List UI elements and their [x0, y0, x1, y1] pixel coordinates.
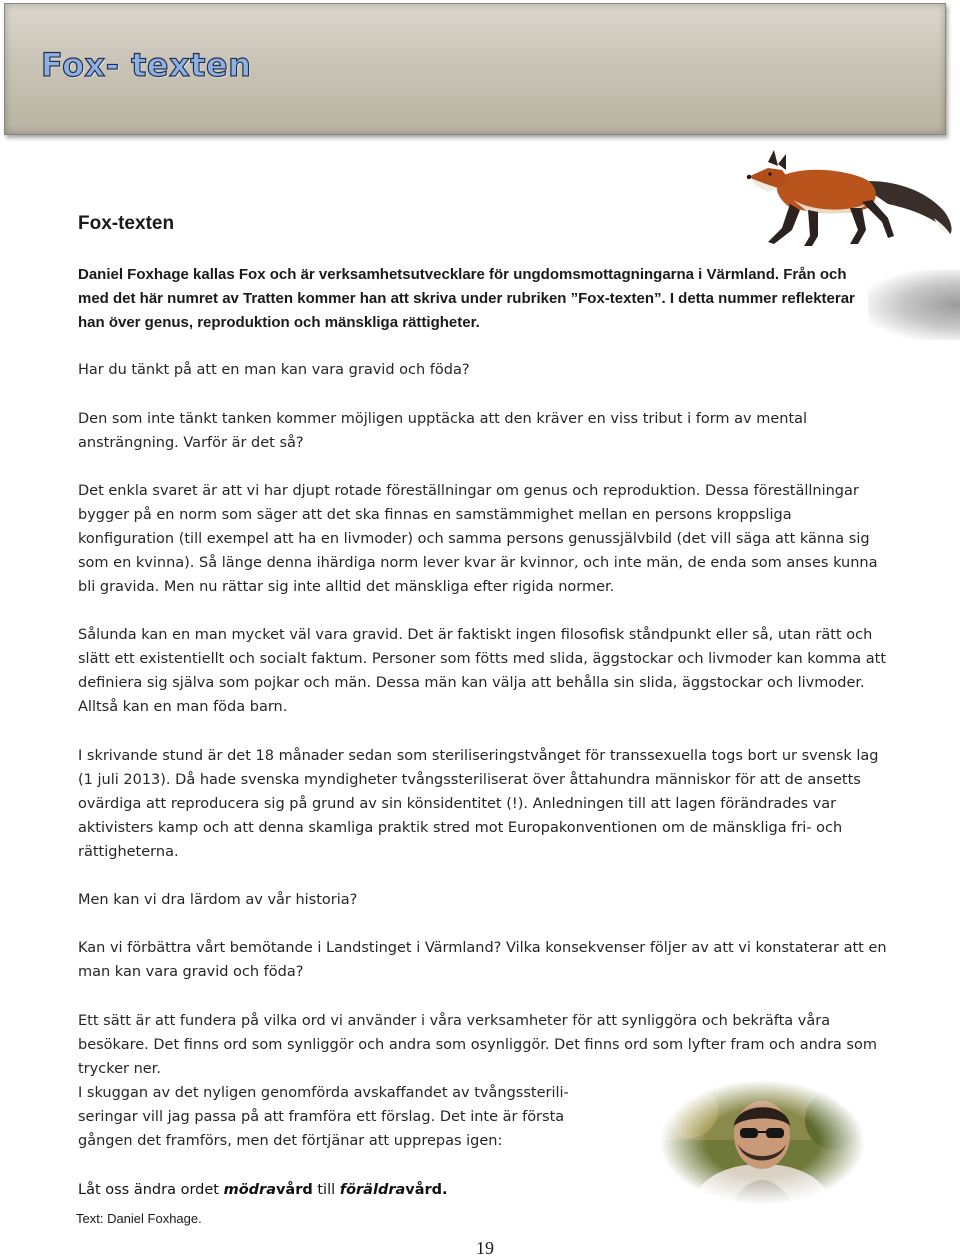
paragraph-4: Sålunda kan en man mycket väl vara gravid. Det är faktiskt ingen filosofisk ståndpunkt eller så, utan rätt och slätt ett existentiellt och socialt faktum. Personer som fötts med slida, äggstockar och livmoder kan komma att definiera sig själva som pojkar och män. Dessa män kan välja att behålla sin slida, äggstockar och livmoder. Alltså kan en man föda barn. — [78, 627, 887, 715]
paragraph-2: Den som inte tänkt tanken kommer möjligen upptäcka att den kräver en viss tribut i form av mental ansträngning. Varför är det så? — [78, 411, 808, 451]
fox-illustration — [738, 138, 960, 250]
closing-lead: Låt oss ändra ordet — [78, 1182, 224, 1198]
closing-word2-rest: vård. — [405, 1182, 448, 1198]
paragraph-1: Har du tänkt på att en man kan vara gravid och föda? — [78, 362, 470, 378]
closing-word2-italic: föräldra — [339, 1182, 406, 1198]
author-photo — [660, 1080, 865, 1205]
page-number: 19 — [476, 1238, 494, 1258]
paragraph-3: Det enkla svaret är att vi har djupt rotade föreställningar om genus och reproduktion. Dessa föreställningar bygger på en norm som säger att det ska finnas en samstämmighet mellan en persons kroppsliga konfiguration (till exempel att ha en livmoder) och samma persons genussjälvbild (det vill säga att känna sig som en kvinna). Så länge denna ihärdiga norm lever kvar är kvinnor, och inte män, de enda som anses kunna bli gravida. Men nu rättar sig inte alltid det mänskliga efter rigida normer. — [78, 483, 878, 595]
paragraph-8: Ett sätt är att fundera på vilka ord vi använder i våra verksamheter för att synliggöra och bekräfta våra besökare. Det finns ord som synliggör och andra som osynliggör. Det finns ord som lyfter fram och andra som trycker ner. — [78, 1013, 877, 1077]
article-credit: Text: Daniel Foxhage. — [76, 1211, 202, 1226]
closing-word1-italic: mödra — [223, 1182, 276, 1198]
paragraph-9: I skuggan av det nyligen genomförda avskaffandet av tvångssterili-seringar vill jag passa på att framföra ett förslag. Det inte är första gången det framförs, men det förtjänar att upprepas igen: — [78, 1085, 569, 1149]
paragraph-7: Kan vi förbättra vårt bemötande i Landstinget i Värmland? Vilka konsekvenser följer av att vi konstaterar att en man kan vara gravid och föda? — [78, 940, 887, 980]
paragraph-5: I skrivande stund är det 18 månader sedan som steriliseringstvånget för transsexuella togs bort ur svensk lag (1 juli 2013). Då hade svenska myndigheter tvångssteriliserat över åttahundra människor för att de ansetts ovärdiga att reproducera sig på grund av sin könsidentitet (!). Anledningen till att lagen förändrades var aktivisters kamp och att denna skamliga praktik stred mot Europakonventionen om de mänskliga fri- och rättigheterna. — [78, 748, 879, 860]
header-banner — [4, 3, 946, 135]
article-lead: Daniel Foxhage kallas Fox och är verksamhetsutvecklare för ungdomsmottagningarna i Värmland. Från och med det här numret av Tratten kommer han att skriva under rubriken ”Fox-texten”. I detta nummer reflekterar han över genus, reproduktion och mänskliga rättigheter. — [78, 266, 855, 331]
closing-middle: till — [312, 1182, 340, 1198]
article-heading: Fox-texten — [78, 213, 175, 234]
banner-title: Fox- texten — [41, 46, 252, 84]
paragraph-6: Men kan vi dra lärdom av vår historia? — [78, 892, 358, 908]
closing-word1-rest: vård — [275, 1182, 313, 1198]
corner-shadow — [868, 270, 960, 340]
